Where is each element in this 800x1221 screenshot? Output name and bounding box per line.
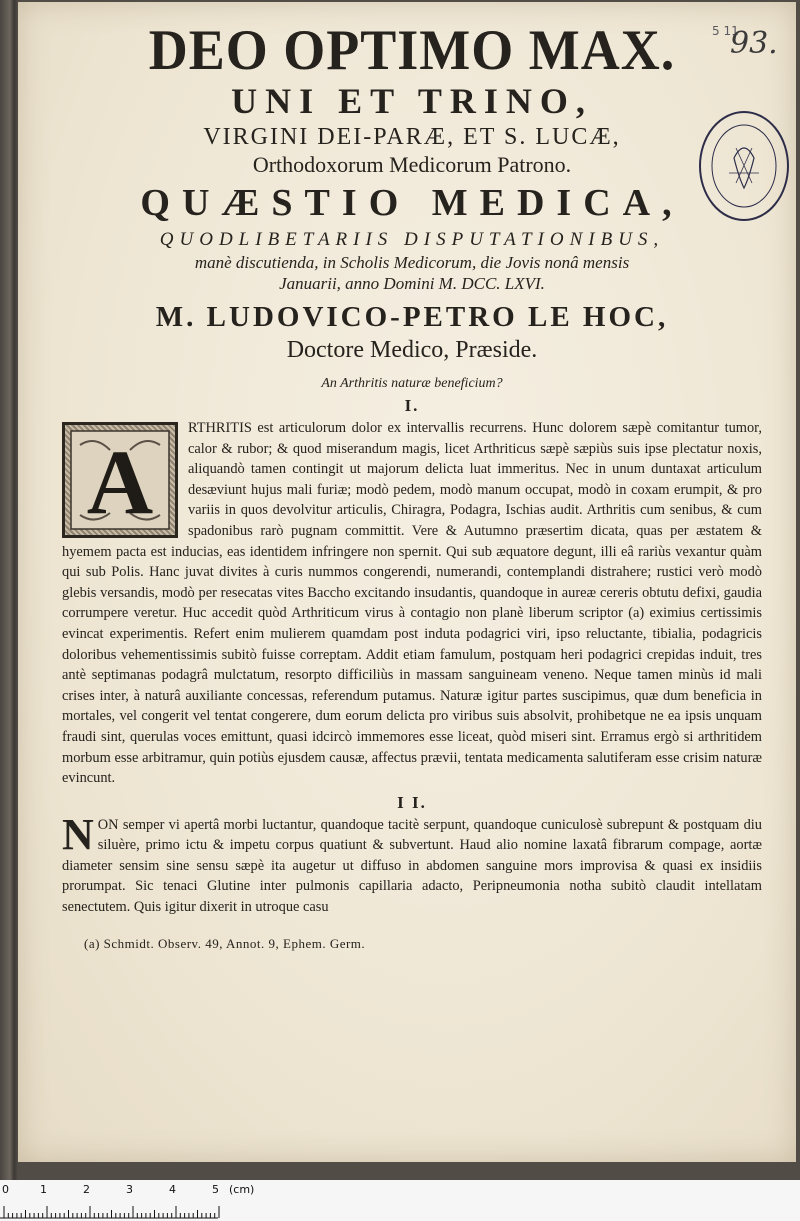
disputation-heading: QUODLIBETARIIS DISPUTATIONIBUS, <box>159 229 665 250</box>
ruler-label: 2 <box>83 1183 90 1196</box>
thesis-question: An Arthritis naturæ beneficium? <box>321 376 503 391</box>
page-content <box>62 20 762 952</box>
ruler-label: 1 <box>40 1183 47 1196</box>
disputation-details: manè discutienda, in Scholis Medicorum, die Jovis nonâ mensis <box>194 253 630 272</box>
dedication-title: DEO OPTIMO MAX. <box>148 18 676 82</box>
ruler-label: 4 <box>169 1183 176 1196</box>
disputation-date: Januarii, anno Domini M. DCC. LXVI. <box>279 274 545 293</box>
dedication-virgin: VIRGINI DEI-PARÆ, ET S. LUCÆ, <box>203 124 621 150</box>
thesis-heading: QUÆSTIO MEDICA, <box>140 182 684 224</box>
section-text: ON semper vi apertâ morbi luctantur, quandoque tacitè serpunt, quandoque cuniculosè subrepunt & postquam diu siluère, primo ictu & impetu corpus quatiunt & subvertunt. Haud alio nomine laxatâ fibrarum compage, aortæ diameter sensim sine sensu sæpè ita augetur ut diffuso in abdomen sanguine mors improvisa & quasi ex insidiis prorumpat. Sic tenaci Glutine inter pulmonis capillaria adacto, Peripneumonia notha subitò claudit intellatam senectutem. Quis igitur dixerit in utroque casu <box>62 816 762 916</box>
section-text: RTHRITIS est articulorum dolor ex intervallis recurrens. Hunc dolorem sæpè comitantur tumor, calor & rubor; & quod miserandum magis, licet Arthriticus sæpè sæpiùs suis ipse plectatur noxis, aliquandò tamen contingit ut majorum delicta luat immeritus. Nec in unum duntaxat articulum desæviunt hujus mali furiæ; modò pedem, modò manum occupat, modò in coxam erumpit, & pro variis in quos devolvitur articulis, Chiragra, Podagra, Ischias audit. Arthritis cum senibus, & cum spadonibus rarò pugnam committit. Vere & Autumno præsertim dicata, quas per æstatem & hyemem pacta est inducias, eas identidem infringere non spernit. Qui sub æquatore degunt, illi eâ rariùs vexantur quàm qui sub Polis. Hanc juvat divites à curis nummos congerendi, numerandi, contemplandi distrahere; rustici verò modò glebis versandis, modò per resecatas vites Baccho excitando insudantis, quandoque in aureæ cereris obtutu defixi, gaudia corrumpere veretur. Huc accedit quòd Arthriticum virus à contagio non planè liberum scriptor (a) eximius certissimis evincat experimentis. Refert enim mulierem quamdam post induta podagrici viri, ipso reluctante, tibialia, podagricis doloribus vehementissimis subitò fuisse correptam. Addit etiam famulum, postquam heri podagrici crepidas induit, tres antè septimanas podagrâ mulctatum, resorpto difficiliùs in massam sanguineam veneno. Neque tamen minùs id mali crises inter, à naturâ auxiliante concessas, referendum putamus. Naturæ igitur partes suscipimus, quæ dum beneficia in mortales, vel congerit vel tentat congerere, dum eorum delicta pro viribus suis absolvit, prohibetque ne ea ipsis unquam fraudi sint, querulas voces emittunt, quasi idcircò immemores esse liceat, quòd miseri sint. Erramus ergò si arthritidem morbum esse arbitramur, quin potiùs ejusdem causæ, affectus prævii, tentata medicamenta salutiferam esse crisim naturæ evincunt. <box>62 420 762 787</box>
section-body <box>62 418 762 789</box>
handwritten-folio-mark: 5 11 <box>712 24 739 38</box>
decorated-initial <box>62 422 178 538</box>
ruler-unit: (cm) <box>229 1183 255 1196</box>
ruler-label: 5 <box>212 1183 219 1196</box>
section-body <box>62 809 762 918</box>
dedication-patron: Orthodoxorum Medicorum Patrono. <box>252 152 572 177</box>
initial-letter: A <box>86 431 154 533</box>
initial-letter-icon <box>65 425 175 535</box>
section-number: I I. <box>397 792 427 812</box>
document-page <box>18 2 796 1162</box>
praeses-name: M. LUDOVICO-PETRO LE HOC, <box>155 301 669 333</box>
scale-ruler <box>0 1180 800 1221</box>
section-number: I. <box>404 396 420 415</box>
handwritten-page-number: 93. <box>730 26 778 61</box>
ruler-label: 3 <box>126 1183 133 1196</box>
ruler-ticks-icon <box>0 1199 260 1219</box>
dedication-subtitle: UNI ET TRINO, <box>231 81 593 121</box>
ruler-label: 0 <box>2 1183 9 1196</box>
footnote: (a) Schmidt. Observ. 49, Annot. 9, Ephem. Germ. <box>84 935 366 951</box>
initial-letter: N <box>62 809 94 859</box>
praeses-title: Doctore Medico, Præside. <box>286 337 538 363</box>
